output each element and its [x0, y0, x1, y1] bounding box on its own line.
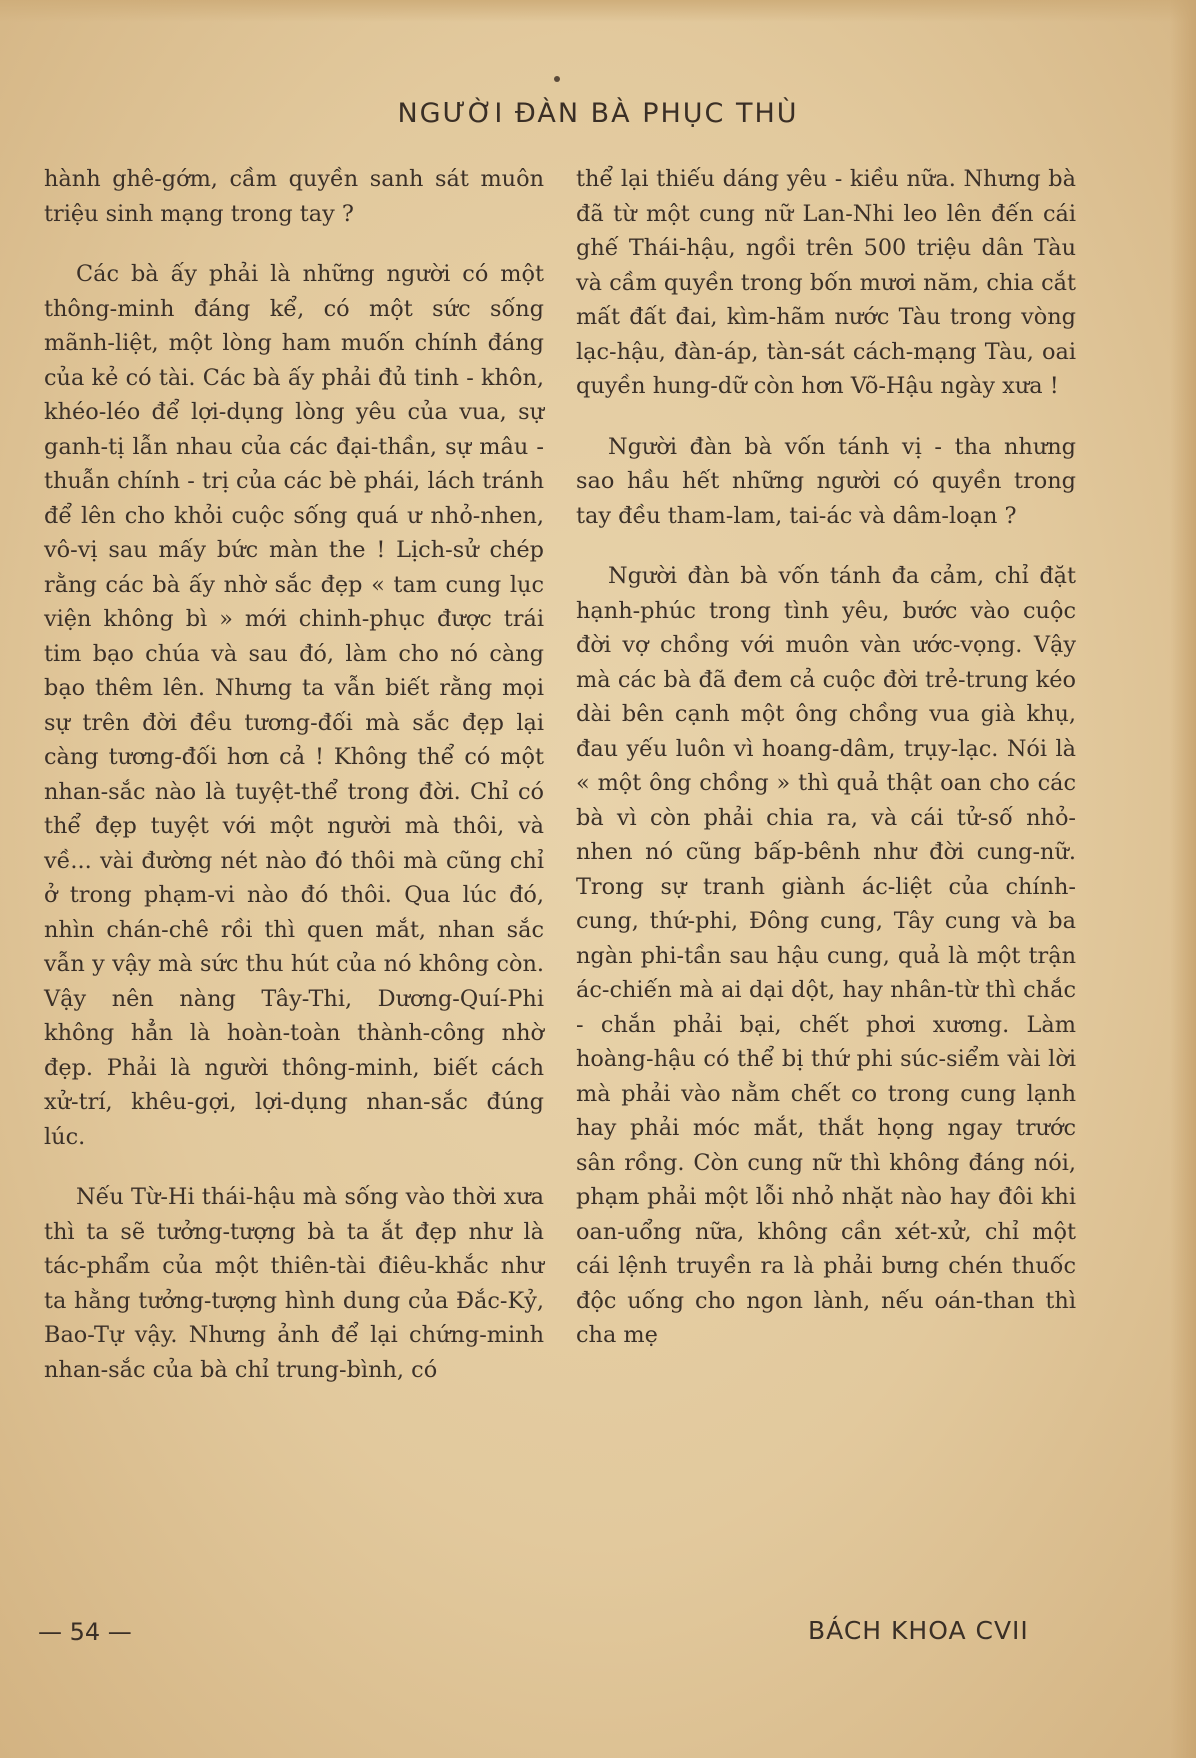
right-paragraph-3: Người đàn bà vốn tánh đa cảm, chỉ đặt hạnh-phúc trong tình yêu, bước vào cuộc đời vợ chồng với muôn vàn ước-vọng. Vậy mà các bà đã đem cả cuộc đời trẻ-trung kéo dài bên cạnh một ông chồng vua già khụ, đau yếu luôn vì hoang-dâm, trụy-lạc. Nói là « một ông chồng » thì quả thật oan cho các bà vì còn phải chia ra, và cái tử-số nhỏ-nhen nó cũng bấp-bênh như đời cung-nữ. Trong sự tranh giành ác-liệt của chính-cung, thứ-phi, Đông cung, Tây cung và ba ngàn phi-tần sau hậu cung, quả là một trận ác-chiến mà ai dại dột, hay nhân-từ thì chắc - chắn phải bại, chết phơi xương. Làm hoàng-hậu có thể bị thứ phi súc-siểm vài lời mà phải vào nằm chết co trong cung lạnh hay phải móc mắt, thắt họng ngay trước sân rồng. Còn cung nữ thì không đáng nói, phạm phải một lỗi nhỏ nhặt nào hay đôi khi oan-uổng nữa, không cần xét-xử, chỉ một cái lệnh truyền ra là phải bưng chén thuốc độc uống cho ngon lành, nếu oán-than thì cha mẹ [576, 563, 1076, 1348]
left-paragraph-2: Các bà ấy phải là những người có một thông-minh đáng kể, có một sức sống mãnh-liệt, một lòng ham muốn chính đáng của kẻ có tài. Các bà ấy phải đủ tinh - khôn, khéo-léo để lợi-dụng lòng yêu của vua, sự ganh-tị lẫn nhau của các đại-thần, sự mâu - thuẫn chính - trị của các bè phái, lách tránh để lên cho khỏi cuộc sống quá ư nhỏ-nhen, vô-vị sau mấy bức màn the ! Lịch-sử chép rằng các bà ấy nhờ sắc đẹp « tam cung lục viện không bì » mới chinh-phục được trái tim bạo chúa và sau đó, làm cho nó càng bạo thêm lên. Nhưng ta vẫn biết rằng mọi sự trên đời đều tương-đối mà sắc đẹp lại càng tương-đối hơn cả ! Không thể có một nhan-sắc nào là tuyệt-thể trong đời. Chỉ có thể đẹp tuyệt với một người mà thôi, và về... vài đường nét nào đó thôi mà cũng chỉ ở trong phạm-vi nào đó thôi. Qua lúc đó, nhìn chán-chê rồi thì quen mắt, nhan sắc vẫn y vậy mà sức thu hút của nó không còn. Vậy nên nàng Tây-Thi, Dương-Quí-Phi không hẳn là hoàn-toàn thành-công nhờ đẹp. Phải là người thông-minh, biết cách xử-trí, khêu-gợi, lợi-dụng nhan-sắc đúng lúc. [44, 261, 544, 1150]
left-text-column [44, 162, 544, 1413]
right-paragraph-2: Người đàn bà vốn tánh vị - tha nhưng sao hầu hết những người có quyền trong tay đều tham-lam, tai-ác và dâm-loạn ? [576, 433, 1076, 529]
page-edge-shadow-top [0, 0, 1196, 22]
running-header-title: NGƯỜI ĐÀN BÀ PHỤC THÙ [397, 98, 799, 129]
right-text-column [576, 162, 1076, 1379]
page-edge-shadow-right [1170, 0, 1196, 1758]
left-paragraph-3: Nếu Từ-Hi thái-hậu mà sống vào thời xưa thì ta sẽ tưởng-tượng bà ta ắt đẹp như là tác-phẩm của một thiên-tài điêu-khắc như ta hằng tưởng-tượng hình dung của Đắc-Kỷ, Bao-Tự vậy. Nhưng ảnh để lại chứng-minh nhan-sắc của bà chỉ trung-bình, có [44, 1184, 544, 1383]
right-paragraph-1: thể lại thiếu dáng yêu - kiều nữa. Nhưng bà đã từ một cung nữ Lan-Nhi leo lên đến cái ghế Thái-hậu, ngồi trên 500 triệu dân Tàu và cầm quyền trong bốn mươi năm, chia cắt mất đất đai, kìm-hãm nước Tàu trong vòng lạc-hậu, đàn-áp, tàn-sát cách-mạng Tàu, oai quyền hung-dữ còn hơn Võ-Hậu ngày xưa ! [576, 166, 1076, 399]
print-speck [554, 76, 560, 82]
publication-name: BÁCH KHOA CVII [808, 1616, 1029, 1645]
left-paragraph-1: hành ghê-gớm, cầm quyền sanh sát muôn triệu sinh mạng trong tay ? [44, 166, 544, 227]
page-number: — 54 — [38, 1618, 132, 1646]
